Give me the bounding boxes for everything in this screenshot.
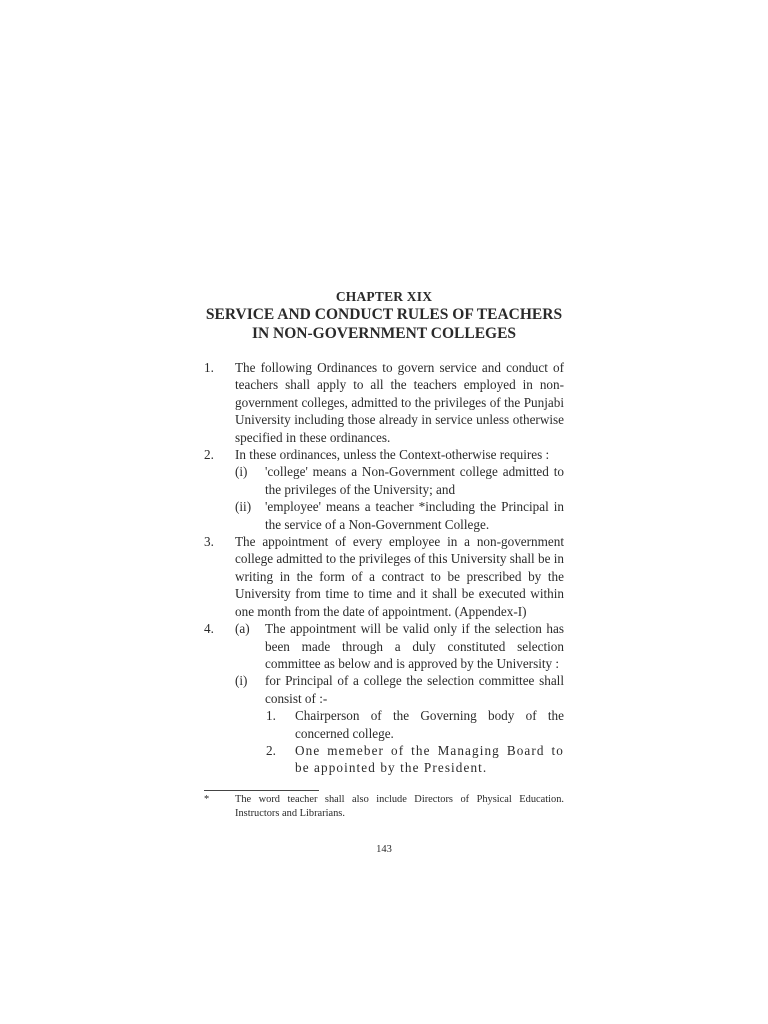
paragraph-text: The following Ordinances to govern service and conduct of teachers shall apply to all the teachers employed in non-government colleges, admitted to the privileges of the Punjabi University including those already in service unless otherwise specified in these ordinances. [235, 360, 564, 445]
item-number: (a) [235, 621, 250, 637]
item-text: Chairperson of the Governing body of the concerned college. [295, 708, 564, 741]
paragraph-number: 2. [204, 447, 214, 463]
item-number: (ii) [235, 499, 252, 515]
paragraph-1 [204, 359, 564, 446]
item-text: 'employee' means a teacher *including the Principal in the service of a Non-Government College. [265, 499, 564, 532]
item-number: 2. [266, 742, 276, 758]
paragraph-4-item-a [204, 620, 564, 672]
footnote-divider [204, 790, 319, 791]
chapter-title-line-2: IN NON-GOVERNMENT COLLEGES [251, 325, 517, 342]
item-number: (i) [235, 673, 248, 689]
item-number: (i) [235, 464, 248, 480]
paragraph-number: 3. [204, 534, 214, 550]
item-number: 1. [266, 708, 276, 724]
definition-item-employee [204, 498, 564, 533]
item-text: The appointment will be valid only if the selection has been made through a duly constituted selection committee as below and is approved by the University : [265, 621, 564, 671]
chapter-title [0, 305, 768, 343]
footnote-marker: * [204, 794, 210, 805]
paragraph-text: In these ordinances, unless the Context-otherwise requires : [235, 447, 550, 463]
footnote-text: The word teacher shall also include Directors of Physical Education. Instructors and Librarians. [235, 794, 564, 819]
item-text: for Principal of a college the selection committee shall consist of :- [265, 673, 564, 706]
chapter-heading: CHAPTER XIX [335, 289, 433, 304]
paragraph-number: 4. [204, 621, 214, 637]
paragraph-number: 1. [204, 360, 214, 375]
paragraph-3 [204, 533, 564, 620]
page-number: 143 [376, 844, 392, 855]
document-body [204, 359, 564, 777]
definition-item-college [204, 463, 564, 498]
committee-member-1 [204, 707, 564, 742]
item-text: 'college' means a Non-Government college admitted to the privileges of the University; and [265, 464, 564, 497]
paragraph-4-item-i [204, 672, 564, 707]
committee-member-2 [204, 742, 564, 777]
chapter-title-line-1: SERVICE AND CONDUCT RULES OF TEACHERS [205, 306, 563, 323]
footnote [204, 793, 564, 821]
paragraph-text: The appointment of every employee in a non-government college admitted to the privileges of this University shall be in writing in the form of a contract to be prescribed by the University from time to time and it shall be executed within one month from the date of appointment. (Appendex-I) [235, 534, 564, 619]
paragraph-2 [204, 446, 564, 463]
item-text: One memeber of the Managing Board to be appointed by the President. [295, 742, 564, 776]
